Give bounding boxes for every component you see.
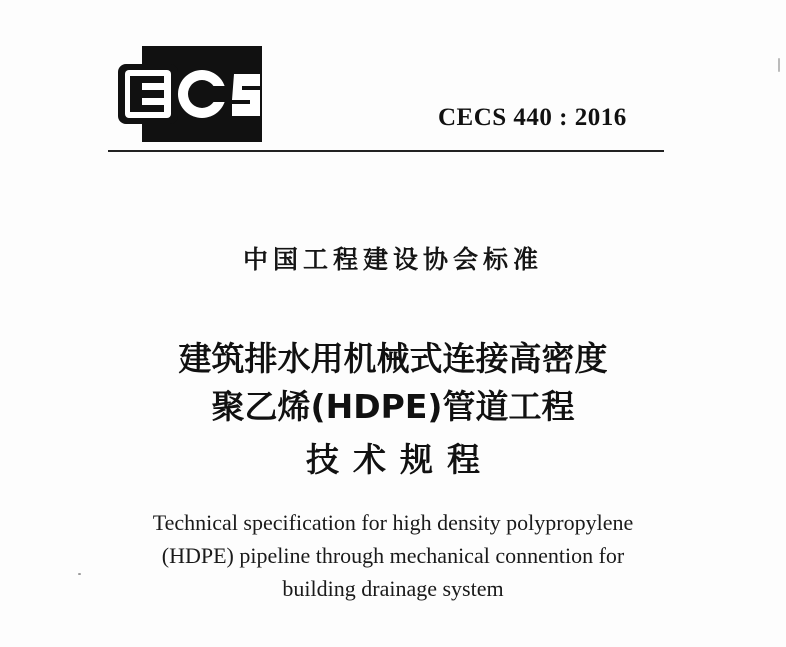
association-name: 中国工程建设协会标准: [242, 245, 543, 274]
standard-number: CECS 440 : 2016: [438, 104, 627, 131]
scan-speck: [78, 573, 81, 575]
ecs-logo: [116, 44, 270, 144]
chinese-title-line-3: 技术规程: [306, 440, 494, 479]
header-divider: [108, 150, 664, 152]
chinese-title-line-2: 聚乙烯(HDPE)管道工程: [211, 387, 575, 426]
english-title-line-2: (HDPE) pipeline through mechanical connention for: [161, 543, 625, 568]
chinese-title-line-1: 建筑排水用机械式连接高密度: [178, 339, 608, 378]
english-title-line-1: Technical specification for high density polypropylene: [152, 510, 634, 535]
scan-speck: [778, 58, 780, 72]
english-title-line-3: building drainage system: [282, 576, 504, 601]
